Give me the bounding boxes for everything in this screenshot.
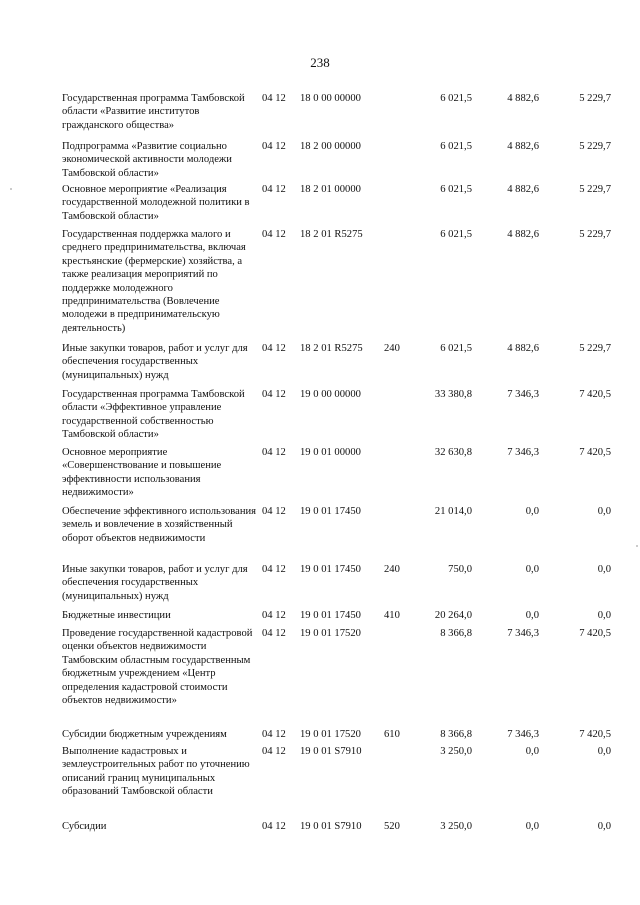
row-description: Бюджетные инвестиции [62,610,171,621]
row-value-2024: 6 021,5 [440,229,472,240]
row-value-2026: 5 229,7 [579,93,611,104]
row-value-2025: 4 882,6 [507,229,539,240]
row-section-code: 04 12 [262,821,286,832]
row-target-code: 19 0 01 17520 [300,628,361,639]
row-description: Основное мероприятие «Совершенствование и повышение эффективности использования недвижимости» [62,447,222,499]
row-target-code: 19 0 01 S7910 [300,821,362,832]
row-section-code: 04 12 [262,184,286,195]
row-description: Обеспечение эффективного использования земель и вовлечение в хозяйственный оборот объектов недвижимости [62,506,257,544]
row-value-2024: 20 264,0 [434,610,472,621]
row-value-2025: 0,0 [525,506,539,517]
row-expense-type: 610 [384,729,400,740]
row-value-2026: 0,0 [597,564,611,575]
row-value-2024: 750,0 [448,564,472,575]
row-value-2024: 8 366,8 [440,628,472,639]
row-value-2025: 4 882,6 [507,93,539,104]
row-target-code: 18 2 00 00000 [300,141,361,152]
row-target-code: 18 0 00 00000 [300,93,361,104]
row-section-code: 04 12 [262,610,286,621]
row-section-code: 04 12 [262,746,286,757]
row-description: Проведение государственной кадастровой оценки объектов недвижимости Тамбовским областным государственным бюджетным учреждением «Центр определения кадастровой стоимости объектов недвижимости» [62,628,253,707]
row-value-2024: 3 250,0 [440,821,472,832]
row-section-code: 04 12 [262,447,286,458]
row-expense-type: 520 [384,821,400,832]
row-section-code: 04 12 [262,93,286,104]
row-description: Основное мероприятие «Реализация государственной молодежной политики в Тамбовской области» [62,184,250,222]
row-description: Государственная программа Тамбовской области «Развитие институтов гражданского общества» [62,93,245,131]
row-section-code: 04 12 [262,389,286,400]
row-target-code: 19 0 00 00000 [300,389,361,400]
row-section-code: 04 12 [262,343,286,354]
row-section-code: 04 12 [262,564,286,575]
row-value-2024: 33 380,8 [434,389,472,400]
row-section-code: 04 12 [262,506,286,517]
row-value-2026: 7 420,5 [579,389,611,400]
row-value-2025: 4 882,6 [507,343,539,354]
row-expense-type: 240 [384,343,400,354]
row-value-2026: 5 229,7 [579,184,611,195]
row-value-2025: 4 882,6 [507,184,539,195]
scan-artifact [10,188,12,190]
row-target-code: 18 2 01 00000 [300,184,361,195]
row-section-code: 04 12 [262,141,286,152]
row-target-code: 18 2 01 R5275 [300,343,363,354]
row-value-2025: 0,0 [525,564,539,575]
row-value-2025: 0,0 [525,746,539,757]
row-value-2026: 0,0 [597,610,611,621]
row-value-2026: 7 420,5 [579,447,611,458]
row-value-2026: 7 420,5 [579,628,611,639]
row-value-2024: 6 021,5 [440,343,472,354]
row-section-code: 04 12 [262,229,286,240]
row-value-2026: 5 229,7 [579,343,611,354]
row-description: Иные закупки товаров, работ и услуг для обеспечения государственных (муниципальных) нужд [62,343,248,381]
row-target-code: 19 0 01 17450 [300,610,361,621]
row-target-code: 19 0 01 17450 [300,564,361,575]
row-description: Подпрограмма «Развитие социально экономической активности молодежи Тамбовской области» [62,141,232,179]
row-description: Выполнение кадастровых и землеустроительных работ по уточнению описаний границ муниципальных образований Тамбовской области [62,746,250,798]
row-target-code: 19 0 01 00000 [300,447,361,458]
row-value-2026: 0,0 [597,746,611,757]
row-value-2024: 6 021,5 [440,141,472,152]
row-target-code: 19 0 01 17520 [300,729,361,740]
row-expense-type: 240 [384,564,400,575]
row-target-code: 18 2 01 R5275 [300,229,363,240]
row-value-2024: 21 014,0 [434,506,472,517]
row-value-2026: 0,0 [597,506,611,517]
row-value-2026: 5 229,7 [579,141,611,152]
row-section-code: 04 12 [262,729,286,740]
row-value-2026: 7 420,5 [579,729,611,740]
row-value-2025: 7 346,3 [507,628,539,639]
row-target-code: 19 0 01 17450 [300,506,361,517]
row-section-code: 04 12 [262,628,286,639]
row-target-code: 19 0 01 S7910 [300,746,362,757]
row-value-2025: 0,0 [525,610,539,621]
row-value-2024: 32 630,8 [434,447,472,458]
row-description: Субсидии [62,821,107,832]
row-value-2024: 6 021,5 [440,93,472,104]
page-number: 238 [310,55,330,70]
row-value-2024: 8 366,8 [440,729,472,740]
row-description: Государственная программа Тамбовской области «Эффективное управление государственной собственностью Тамбовской области» [62,389,245,441]
row-description: Субсидии бюджетным учреждениям [62,729,227,740]
row-value-2026: 5 229,7 [579,229,611,240]
row-value-2025: 0,0 [525,821,539,832]
row-value-2024: 6 021,5 [440,184,472,195]
scan-artifact [636,545,638,547]
row-description: Государственная поддержка малого и среднего предпринимательства, включая крестьянские (фермерские) хозяйства, а также реализация мероприятий по поддержке молодежного предпринимательства (Вовлечение молодежи в предпринимательскую деятельность) [62,229,246,334]
row-value-2025: 7 346,3 [507,729,539,740]
row-expense-type: 410 [384,610,400,621]
row-value-2025: 4 882,6 [507,141,539,152]
row-description: Иные закупки товаров, работ и услуг для обеспечения государственных (муниципальных) нужд [62,564,248,602]
row-value-2024: 3 250,0 [440,746,472,757]
row-value-2025: 7 346,3 [507,447,539,458]
row-value-2026: 0,0 [597,821,611,832]
row-value-2025: 7 346,3 [507,389,539,400]
